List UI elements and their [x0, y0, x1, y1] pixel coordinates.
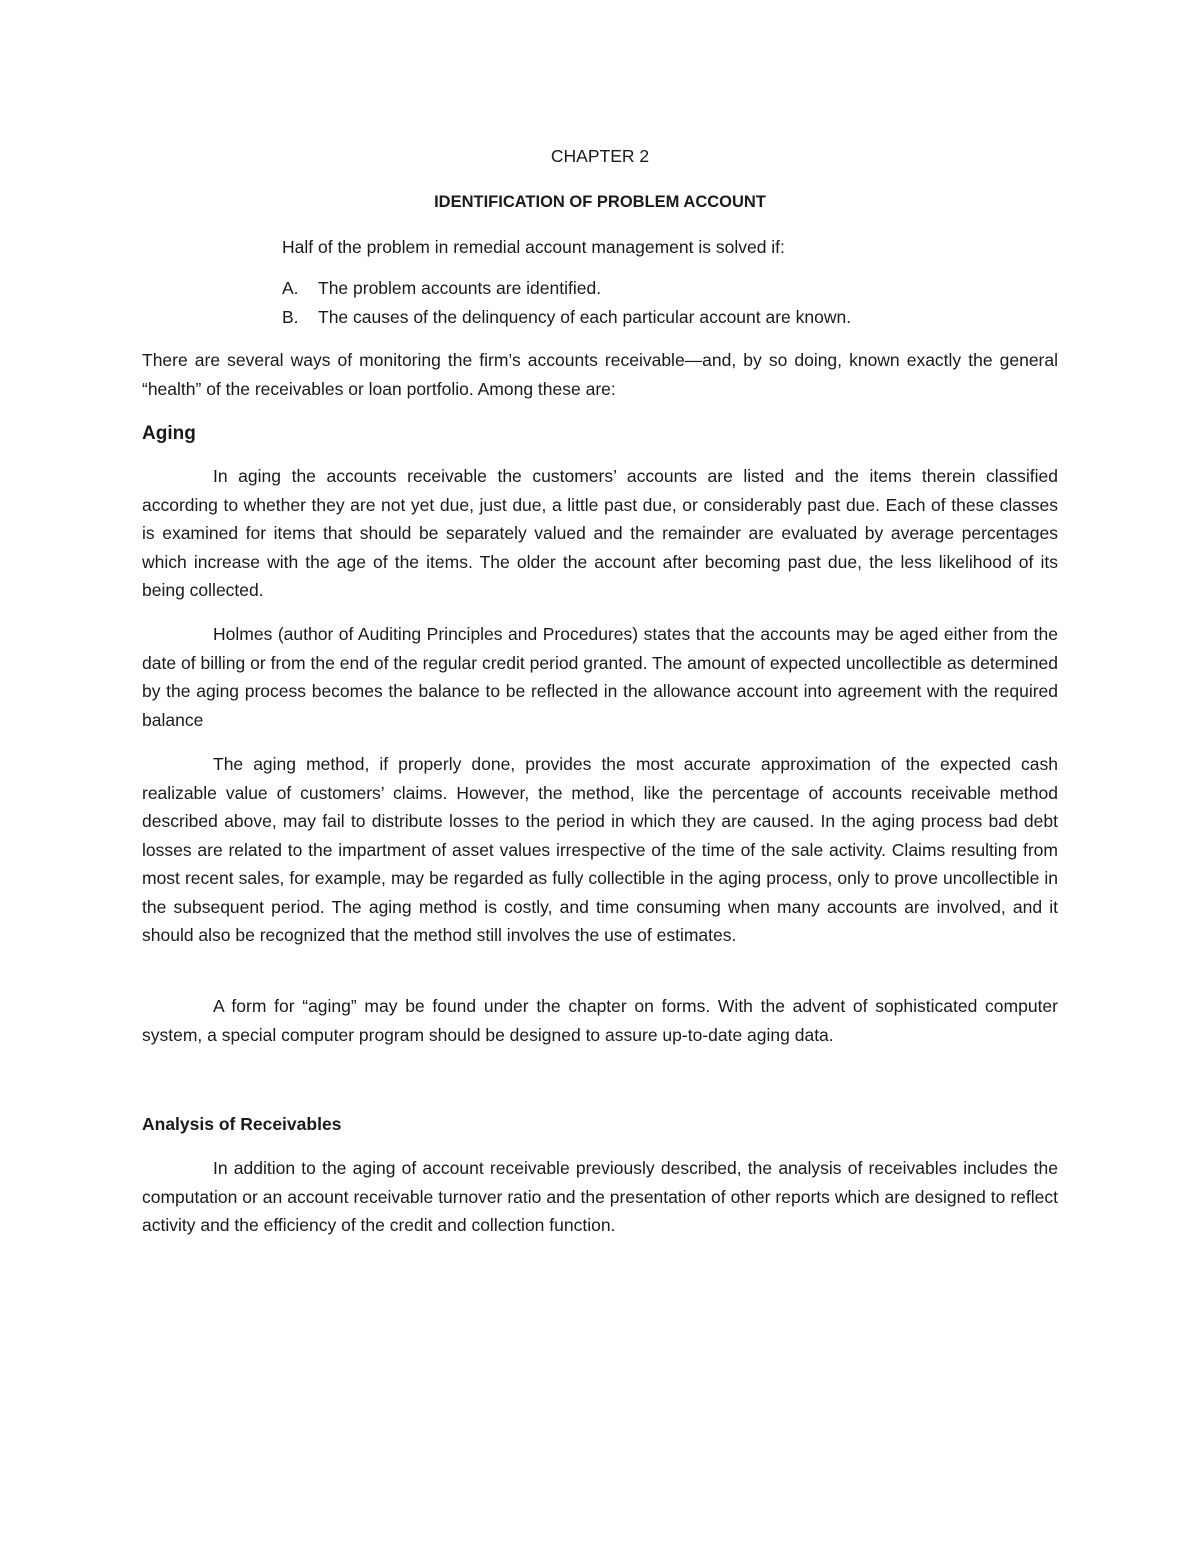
- aging-paragraph-2: Holmes (author of Auditing Principles and Procedures) states that the accounts may be aged either from the date of billing or from the end of the regular credit period granted. The amount of expected uncollectible as determined by the aging process becomes the balance to be reflected in the allowance account into agreement with the required balance: [142, 624, 1058, 730]
- intro-text: Half of the problem in remedial account management is solved if:: [282, 237, 785, 257]
- list-item: [282, 274, 851, 303]
- list-item-text: The causes of the delinquency of each particular account are known.: [318, 307, 852, 327]
- aging-heading: Aging: [142, 423, 196, 444]
- list-marker: A.: [282, 278, 299, 298]
- analysis-heading: Analysis of Receivables: [142, 1114, 342, 1134]
- analysis-paragraph: In addition to the aging of account receivable previously described, the analysis of receivables includes the computation or an account receivable turnover ratio and the presentation of other reports which are designed to reflect activity and the efficiency of the credit and collection function.: [142, 1158, 1058, 1235]
- aging-paragraph-3: The aging method, if properly done, provides the most accurate approximation of the expected cash realizable value of customers’ claims. However, the method, like the percentage of accounts receivable method described above, may fail to distribute losses to the period in which they are caused. In the aging process bad debt losses are related to the impartment of asset values irrespective of the time of the sale activity. Claims resulting from most recent sales, for example, may be regarded as fully collectible in the aging process, only to prove uncollectible in the subsequent period. The aging method is costly, and time consuming when many accounts are involved, and it should also be recognized that the method still involves the use of estimates.: [142, 754, 1058, 945]
- page-title: IDENTIFICATION OF PROBLEM ACCOUNT: [434, 193, 766, 211]
- problem-list: [282, 274, 851, 332]
- list-item-text: The problem accounts are identified.: [318, 278, 602, 298]
- aging-paragraph-1: In aging the accounts receivable the customers’ accounts are listed and the items therein classified according to whether they are not yet due, just due, a little past due, or considerably past due. Each of these classes is examined for items that should be separately valued and the remainder are evaluated by average percentages which increase with the age of the items. The older the account after becoming past due, the less likelihood of its being collected.: [142, 466, 1058, 600]
- chapter-label: CHAPTER 2: [550, 146, 650, 166]
- list-item: [282, 303, 851, 332]
- list-marker: B.: [282, 307, 299, 327]
- monitoring-paragraph: There are several ways of monitoring the firm’s accounts receivable—and, by so doing, known exactly the general “health” of the receivables or loan portfolio. Among these are:: [142, 350, 1058, 399]
- aging-paragraph-4: A form for “aging” may be found under the chapter on forms. With the advent of sophisticated computer system, a special computer program should be designed to assure up-to-date aging data.: [142, 996, 1058, 1045]
